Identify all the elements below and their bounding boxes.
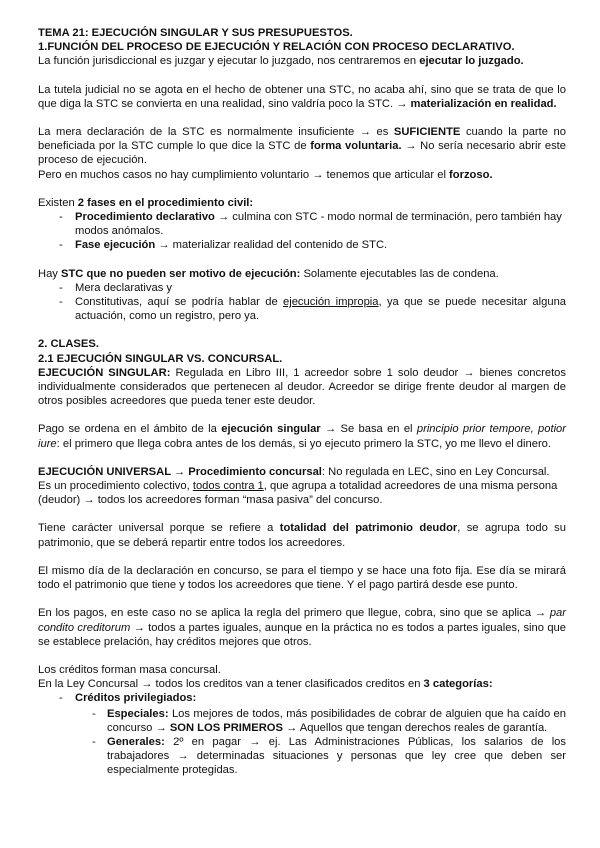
paragraph: La mera declaración de la STC es normalmente insuficiente → es SUFICIENTE cuando la parte no beneficiada por la STC cumple lo que dice la STC de forma voluntaria. → No sería necesario abrir este proceso de ejecución. <box>38 126 566 167</box>
list-item: - Fase ejecución → materializar realidad del contenido de STC. <box>38 238 566 252</box>
paragraph: Pago se ordena en el ámbito de la ejecución singular → Se basa en el principio prior tempore, potior iure: el primero que llega cobra antes de los demás, si yo ejecuto primero la STC, yo me llevo el dinero. <box>38 423 567 450</box>
paragraph: Tiene carácter universal porque se refiere a totalidad del patrimonio deudor, se agrupa todo su patrimonio, que se deberá repartir entre todos los acreedores. <box>38 522 566 549</box>
paragraph: Los créditos forman masa concursal. <box>38 663 221 676</box>
list-item: - Generales: 2º en pagar → ej. Las Administraciones Públicas, los salarios de los trabajadores → determinadas situaciones y personas que ley cree que deben ser especialmente protegidas. <box>38 735 566 778</box>
paragraph: La función jurisdiccional es juzgar y ejecutar lo juzgado, nos centraremos en ejecutar lo juzgado. <box>38 55 524 68</box>
list-item: - Mera declarativas y <box>38 281 566 295</box>
paragraph: En la Ley Concursal → todos los creditos van a tener clasificados creditos en 3 categorías: <box>38 678 493 691</box>
paragraph: Hay STC que no pueden ser motivo de ejecución: Solamente ejecutables las de condena. <box>38 267 499 280</box>
list-item: - Constitutivas, aquí se podría hablar de ejecución impropia, ya que se puede necesitar alguna actuación, como un registro, pero ya. <box>38 295 566 323</box>
list-item: - Procedimiento declarativo → culmina con STC - modo normal de terminación, pero también hay modos anómalos. <box>38 210 566 238</box>
paragraph: La tutela judicial no se agota en el hecho de obtener una STC, no acaba ahí, sino que se trata de que lo que diga la STC se convierta en una realidad, sino valdría poco la STC. → materialización en realidad. <box>38 83 566 110</box>
paragraph: EJECUCIÓN SINGULAR: Regulada en Libro III, 1 acreedor sobre 1 solo deudor → bienes concretos individualmente considerados que pertenecen al deudor. Acreedor se dirige frente deudor al margen de otros posibles acreedores que pueda tener este deudor. <box>38 366 566 408</box>
stc-list <box>38 281 566 324</box>
document-title: TEMA 21: EJECUCIÓN SINGULAR Y SUS PRESUPUESTOS. <box>38 27 353 39</box>
paragraph: Es un procedimiento colectivo, todos contra 1, que agrupa a totalidad acreedores de una misma persona (deudor) → todos los acreedores forman “masa pasiva” del concurso. <box>38 480 558 507</box>
fases-list <box>38 210 566 253</box>
sublist <box>38 707 566 778</box>
section-2-1-heading: 2.1 EJECUCIÓN SINGULAR VS. CONCURSAL. <box>38 352 283 365</box>
list-item: - Especiales: Los mejores de todos, más posibilidades de cobrar de alguien que ha caído en concurso → SON LOS PRIMEROS → Aquellos que tengan derechos reales de garantía. <box>38 707 566 735</box>
section-1-heading: 1.FUNCIÓN DEL PROCESO DE EJECUCIÓN Y RELACIÓN CON PROCESO DECLARATIVO. <box>38 41 515 54</box>
paragraph: El mismo día de la declaración en concurso, se para el tiempo y se hace una foto fija. Ese día se mirará todo el patrimonio que tiene y todos los acreedores que tiene. Y el pago partirá desde ese punto. <box>38 564 566 592</box>
section-2-heading: 2. CLASES. <box>38 338 99 351</box>
categorias-list <box>38 691 566 777</box>
document-page <box>38 26 566 778</box>
paragraph: En los pagos, en este caso no se aplica la regla del primero que llegue, cobra, sino que se aplica → par condito creditorum → todos a partes iguales, aunque en la práctica no es todos a partes iguales, sino que se establece prelación, hay créditos mejores que otros. <box>38 607 567 648</box>
paragraph: Existen 2 fases en el procedimiento civil: <box>38 196 254 209</box>
paragraph: Pero en muchos casos no hay cumplimiento voluntario → tenemos que articular el forzoso. <box>38 168 493 181</box>
list-item: - Créditos privilegiados: - Especiales: Los mejores de todos, más posibilidades de cobrar de alguien que ha caído en concurso → SON LOS PRIMEROS → Aquellos que tengan derechos reales de garantía. - Generales: 2º en pagar → ej. Las Administraciones Públicas, los salarios de los trabajadores → determinadas situaciones y personas que ley cree que deben ser especialmente protegidas. <box>38 691 566 777</box>
paragraph: EJECUCIÓN UNIVERSAL → Procedimiento concursal: No regulada en LEC, sino en Ley Concursal. <box>38 465 550 478</box>
